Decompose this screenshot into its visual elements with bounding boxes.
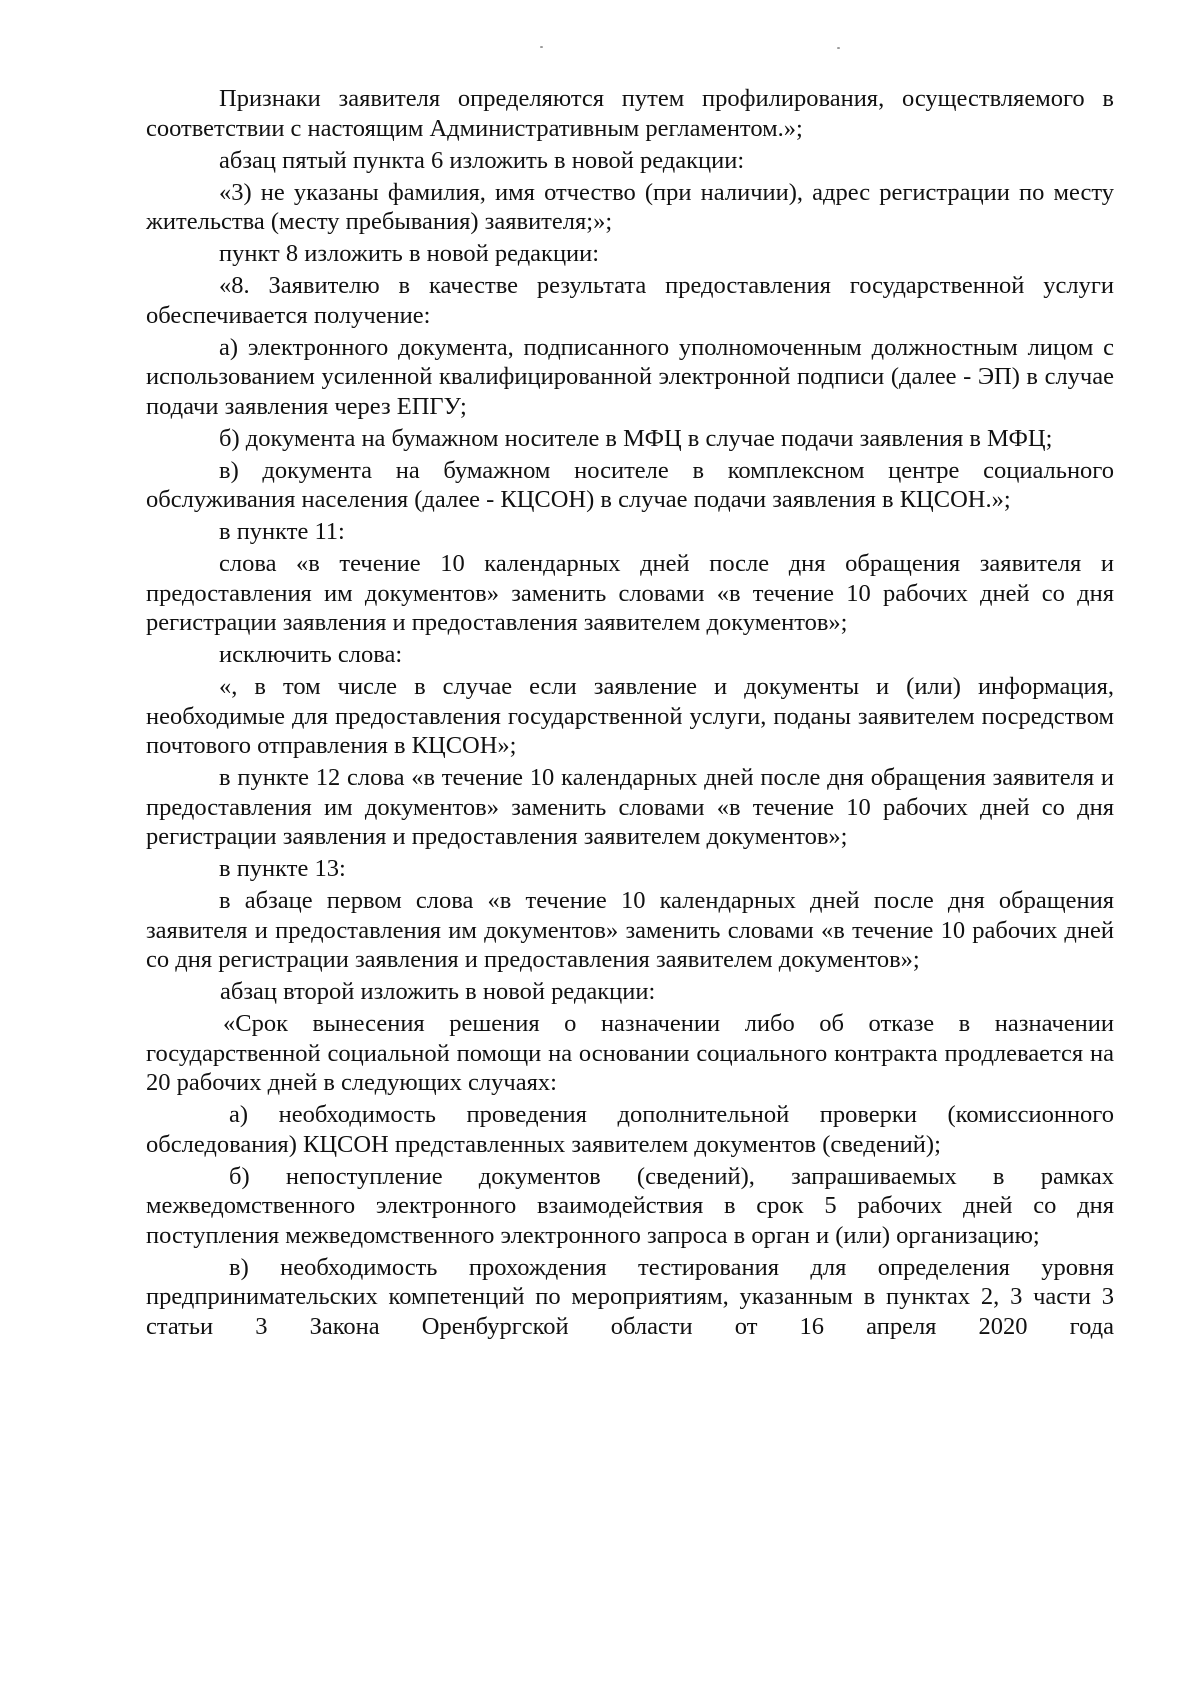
paragraph: слова «в течение 10 календарных дней после дня обращения заявителя и предоставления им документов» заменить словами «в течение 10 рабочих дней со дня регистрации заявления и предоставления заявителем документов»; [146, 550, 1114, 636]
paragraph: в) необходимость прохождения тестирования для определения уровня предпринимательских компетенций по мероприятиям, указанным в пунктах 2, 3 части 3 статьи 3 Закона Оренбургской области от 16 апреля 2020 года [146, 1253, 1114, 1340]
paragraph: «, в том числе в случае если заявление и документы и (или) информация, необходимые для предоставления государственной услуги, поданы заявителем посредством почтового отправления в КЦСОН»; [146, 673, 1114, 759]
document-body [146, 84, 1114, 1344]
paragraph: в пункте 13: [219, 855, 346, 882]
paragraph: абзац второй изложить в новой редакции: [220, 978, 656, 1005]
scan-artifact [540, 46, 543, 48]
paragraph: в пункте 12 слова «в течение 10 календарных дней после дня обращения заявителя и предоставления им документов» заменить словами «в течение 10 рабочих дней со дня регистрации заявления и предоставления заявителем документов»; [146, 764, 1114, 850]
paragraph: б) непоступление документов (сведений), запрашиваемых в рамках межведомственного электронного взаимодействия в срок 5 рабочих дней со дня поступления межведомственного электронного запроса в орган и (или) организацию; [146, 1162, 1114, 1249]
paragraph: «8. Заявителю в качестве результата предоставления государственной услуги обеспечивается получение: [146, 272, 1114, 329]
paragraph: Признаки заявителя определяются путем профилирования, осуществляемого в соответствии с настоящим Административным регламентом.»; [146, 85, 1114, 142]
paragraph: а) электронного документа, подписанного уполномоченным должностным лицом с использованием усиленной квалифицированной электронной подписи (далее - ЭП) в случае подачи заявления через ЕПГУ; [146, 333, 1114, 420]
paragraph: б) документа на бумажном носителе в МФЦ в случае подачи заявления в МФЦ; [219, 424, 1053, 452]
paragraph: «3) не указаны фамилия, имя отчество (при наличии), адрес регистрации по месту жительства (месту пребывания) заявителя;»; [146, 178, 1114, 235]
paragraph: «Срок вынесения решения о назначении либо об отказе в назначении государственной социальной помощи на основании социального контракта продлевается на 20 рабочих дней в следующих случаях: [146, 1010, 1114, 1096]
paragraph: в пункте 11: [219, 518, 345, 545]
paragraph: абзац пятый пункта 6 изложить в новой редакции: [219, 146, 745, 174]
paragraph: в) документа на бумажном носителе в комплексном центре социального обслуживания населения (далее - КЦСОН) в случае подачи заявления в КЦСОН.»; [146, 456, 1114, 513]
paragraph: пункт 8 изложить в новой редакции: [219, 240, 600, 267]
paragraph: исключить слова: [219, 641, 403, 668]
paragraph: в абзаце первом слова «в течение 10 календарных дней после дня обращения заявителя и предоставления им документов» заменить словами «в течение 10 рабочих дней со дня регистрации заявления и предоставления заявителем документов»; [146, 887, 1114, 973]
scan-artifact [837, 47, 840, 49]
paragraph: а) необходимость проведения дополнительной проверки (комиссионного обследования) КЦСОН представленных заявителем документов (сведений); [146, 1101, 1114, 1158]
